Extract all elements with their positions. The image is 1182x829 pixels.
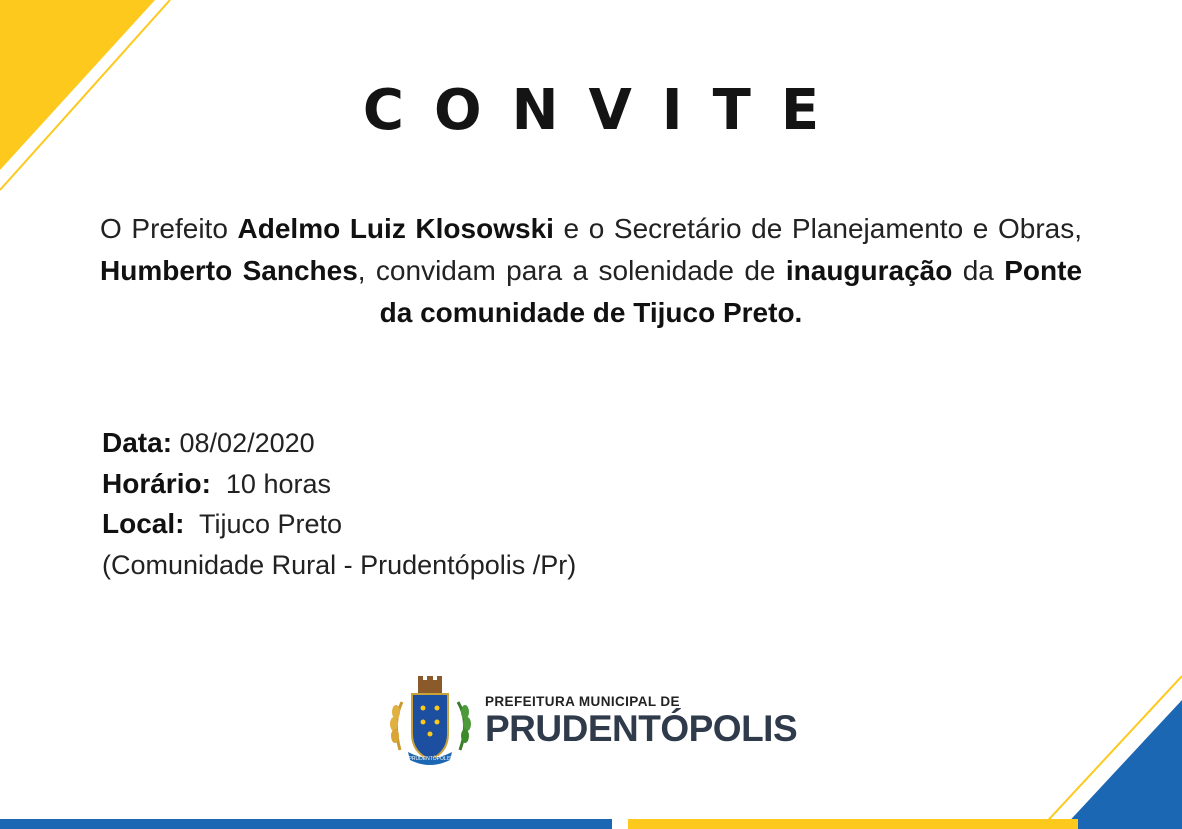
logo-city-name: PRUDENTÓPOLIS	[485, 708, 798, 749]
coat-of-arms-icon	[380, 672, 480, 772]
time-label: Horário:	[102, 467, 211, 499]
crest-ribbon-text: PRUDENTÓPOLIS	[408, 756, 452, 762]
intro-text-2: e o Secretário de Planejamento e Obras,	[553, 213, 1083, 244]
place-value: Tijuco Preto	[184, 509, 343, 539]
mayor-name: Adelmo Luiz Klosowski	[237, 213, 554, 244]
bottom-right-blue-triangle	[1062, 700, 1182, 829]
secretary-name: Humberto Sanches	[100, 255, 358, 286]
bottom-yellow-stripe	[628, 819, 1078, 829]
intro-text-1: O Prefeito	[100, 213, 238, 244]
place-detail: (Comunidade Rural - Prudentópolis /Pr)	[102, 549, 577, 580]
logo-subtitle: PREFEITURA MUNICIPAL DE	[485, 694, 680, 709]
city-hall-logo	[380, 672, 820, 772]
date-value: 08/02/2020	[172, 428, 315, 458]
time-value: 10 horas	[210, 468, 331, 499]
invitation-text	[100, 208, 1082, 334]
event-name: Ponte da comunidade de Tijuco Preto.	[379, 255, 1083, 328]
intro-text-3: , convidam para a solenidade de	[357, 255, 786, 286]
place-row	[102, 504, 576, 545]
intro-text-4: da	[952, 255, 1005, 286]
event-details	[102, 423, 576, 585]
bottom-blue-stripe	[0, 819, 612, 829]
event-type: inauguração	[785, 255, 953, 286]
time-row	[102, 464, 576, 505]
date-row	[102, 423, 576, 464]
place-label: Local:	[102, 508, 185, 539]
invitation-title: CONVITE	[362, 78, 850, 143]
date-label: Data:	[102, 427, 173, 458]
